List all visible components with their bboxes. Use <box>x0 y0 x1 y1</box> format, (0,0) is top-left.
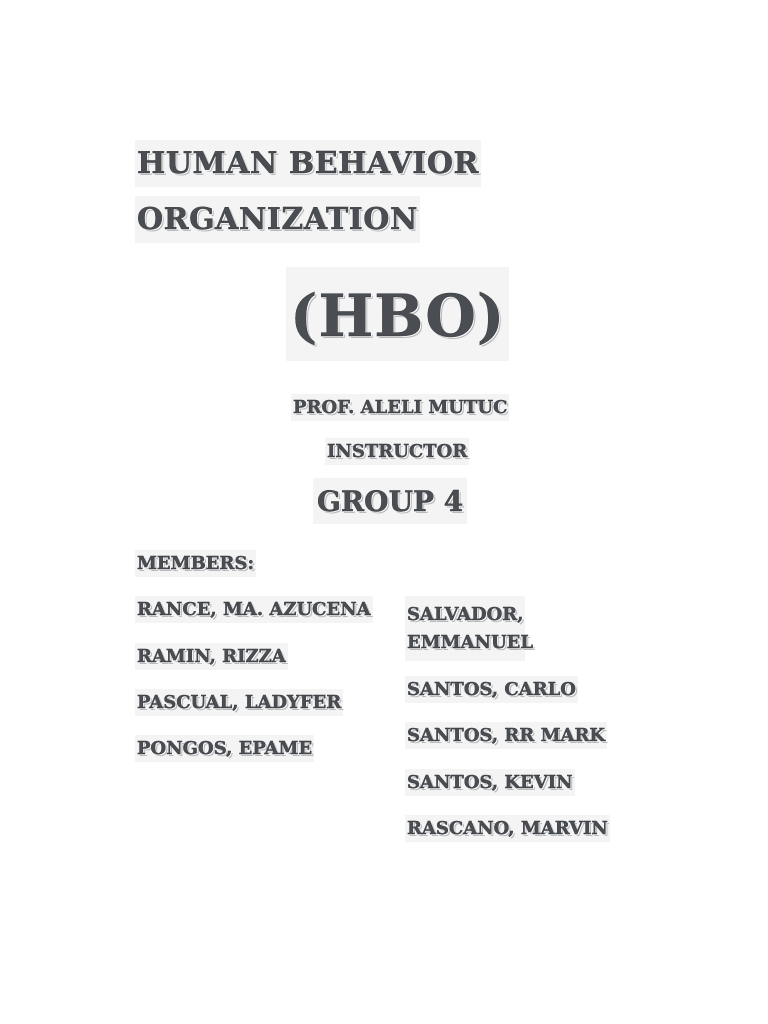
member-name: SANTOS, CARLO <box>405 676 578 703</box>
professor-name: PROF. ALELI MUTUC <box>291 394 509 421</box>
title-line-2: ORGANIZATION <box>135 196 420 243</box>
member-name: PASCUAL, LADYFER <box>135 689 343 716</box>
group-heading: GROUP 4 <box>313 478 467 524</box>
member-name: SALVADOR, EMMANUEL <box>405 596 525 661</box>
title-line-1: HUMAN BEHAVIOR <box>135 140 481 187</box>
acronym-heading: (HBO) <box>286 267 509 361</box>
instructor-label: INSTRUCTOR <box>325 438 469 465</box>
member-name: SANTOS, RR MARK <box>405 722 607 749</box>
members-label: MEMBERS: <box>135 550 256 577</box>
member-name: RASCANO, MARVIN <box>405 815 610 842</box>
member-name: RANCE, MA. AZUCENA <box>135 596 373 623</box>
member-name: RAMIN, RIZZA <box>135 643 288 670</box>
member-name: SANTOS, KEVIN <box>405 769 575 796</box>
member-name: PONGOS, EPAME <box>135 735 314 762</box>
